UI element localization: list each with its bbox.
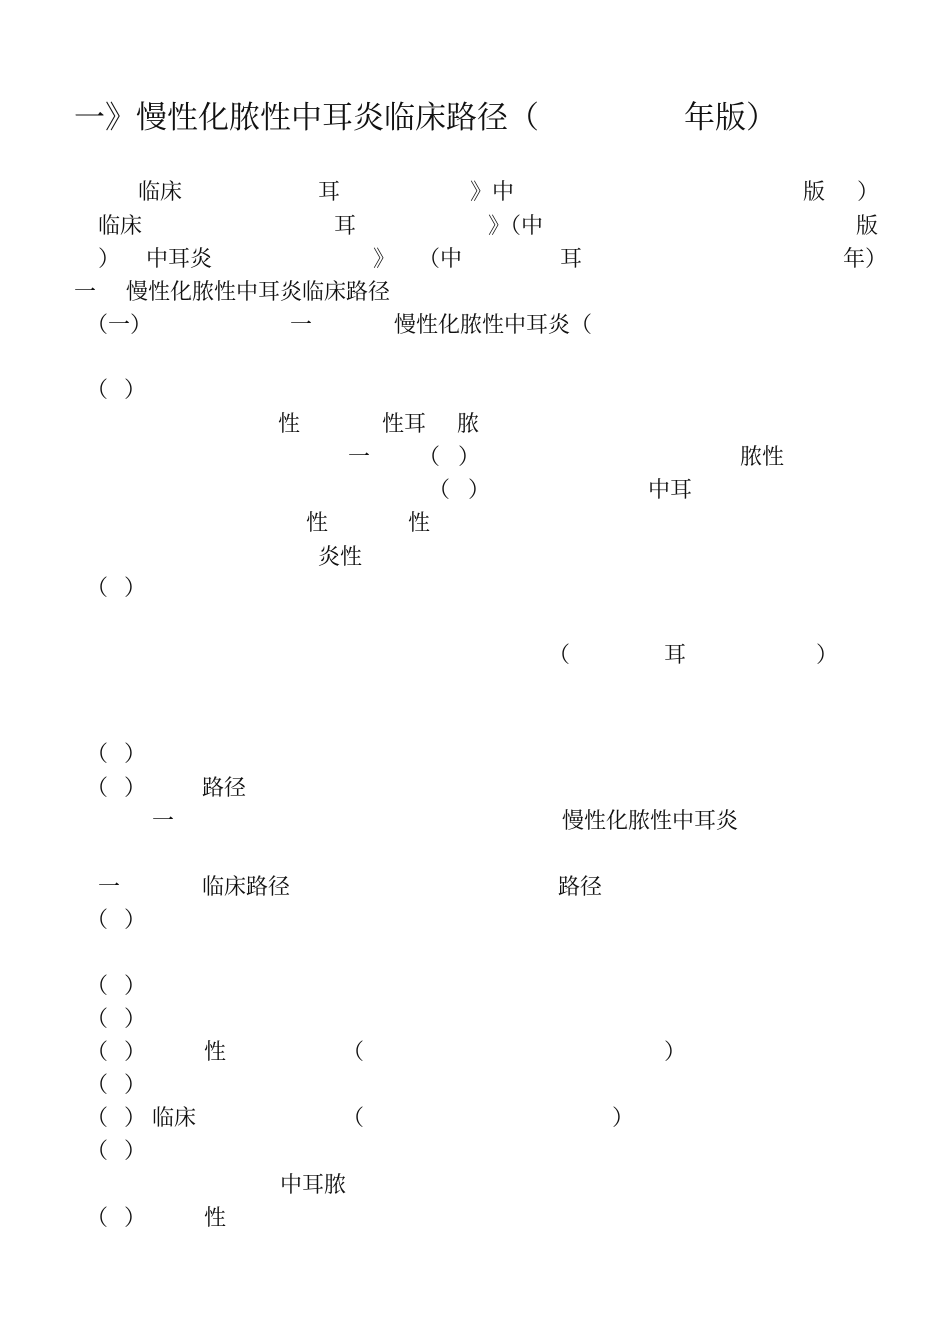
text-fragment: 耳	[334, 214, 357, 239]
text-fragment: 》	[373, 247, 396, 272]
text-fragment: 中耳炎	[146, 247, 213, 272]
text-fragment: ）	[816, 643, 839, 668]
text-fragment: ）	[124, 1040, 147, 1065]
text-fragment: 性耳	[382, 412, 427, 437]
text-fragment: ）	[458, 445, 481, 470]
text-fragment: 路径	[202, 776, 247, 801]
text-fragment: （	[86, 776, 109, 801]
text-fragment: （	[86, 378, 109, 403]
text-fragment: 一	[290, 313, 313, 338]
text-fragment: ）	[612, 1106, 635, 1131]
text-fragment: 路径	[558, 875, 603, 900]
text-fragment: （	[342, 1040, 365, 1065]
text-fragment: ）	[124, 378, 147, 403]
text-fragment: 临床	[98, 214, 143, 239]
text-fragment: （	[418, 445, 441, 470]
text-fragment: 临床	[152, 1106, 197, 1131]
text-fragment: ）	[857, 180, 880, 205]
text-fragment: ）	[124, 974, 147, 999]
text-fragment: 一	[348, 445, 371, 470]
text-fragment: 耳	[318, 180, 341, 205]
text-fragment: 中耳	[648, 478, 693, 503]
text-fragment: （	[86, 1139, 109, 1164]
text-fragment: 脓性	[740, 445, 785, 470]
text-fragment: （	[86, 742, 109, 767]
text-fragment: 临床	[138, 180, 183, 205]
text-fragment: 慢性化脓性中耳炎	[562, 809, 739, 834]
text-fragment: ）	[124, 1139, 147, 1164]
text-fragment: 耳	[664, 643, 687, 668]
text-fragment: 一	[152, 809, 175, 834]
text-fragment: （	[342, 1106, 365, 1131]
text-fragment: ）	[124, 1007, 147, 1032]
text-fragment: 》（中	[488, 214, 544, 239]
text-fragment: 性	[306, 511, 329, 536]
text-fragment: 耳	[560, 247, 583, 272]
text-fragment: ）	[468, 478, 491, 503]
text-fragment: ）	[124, 576, 147, 601]
text-fragment: 性	[204, 1206, 227, 1231]
title-main: 一》慢性化脓性中耳炎临床路径（	[74, 100, 539, 136]
text-fragment: （	[86, 1206, 109, 1231]
text-fragment: （中	[418, 247, 463, 272]
text-fragment: （	[86, 1106, 109, 1131]
text-fragment: 性	[278, 412, 301, 437]
text-fragment: 性	[408, 511, 431, 536]
text-fragment: ）	[664, 1040, 687, 1065]
text-fragment: ）	[98, 247, 121, 272]
text-fragment: 中耳脓	[280, 1173, 347, 1198]
text-fragment: 慢性化脓性中耳炎（	[394, 313, 593, 338]
text-fragment: 》中	[470, 180, 515, 205]
text-fragment: 版	[803, 180, 826, 205]
text-fragment: （	[86, 1040, 109, 1065]
text-fragment: （	[86, 908, 109, 933]
text-fragment: （	[548, 643, 571, 668]
text-fragment: ）	[124, 1206, 147, 1231]
text-fragment: ）	[124, 1106, 147, 1131]
text-fragment: 版	[856, 214, 879, 239]
text-fragment: 年）	[843, 247, 888, 272]
text-fragment: ）	[124, 1073, 147, 1098]
text-fragment: 临床路径	[202, 875, 291, 900]
text-fragment: 炎性	[318, 545, 363, 570]
text-fragment: 一	[98, 875, 121, 900]
text-fragment: 脓	[457, 412, 480, 437]
text-fragment: ）	[124, 776, 147, 801]
text-fragment: ）	[124, 908, 147, 933]
title-year-suffix: 年版）	[684, 100, 777, 136]
text-fragment: 慢性化脓性中耳炎临床路径	[126, 280, 391, 305]
text-fragment: 一	[74, 280, 97, 305]
text-fragment: ）	[124, 742, 147, 767]
text-fragment: 性	[204, 1040, 227, 1065]
text-fragment: （	[86, 1007, 109, 1032]
text-fragment: （	[428, 478, 451, 503]
text-fragment: （	[86, 1073, 109, 1098]
text-fragment: （	[86, 576, 109, 601]
text-fragment: （	[86, 974, 109, 999]
text-fragment: （一）	[86, 313, 153, 338]
